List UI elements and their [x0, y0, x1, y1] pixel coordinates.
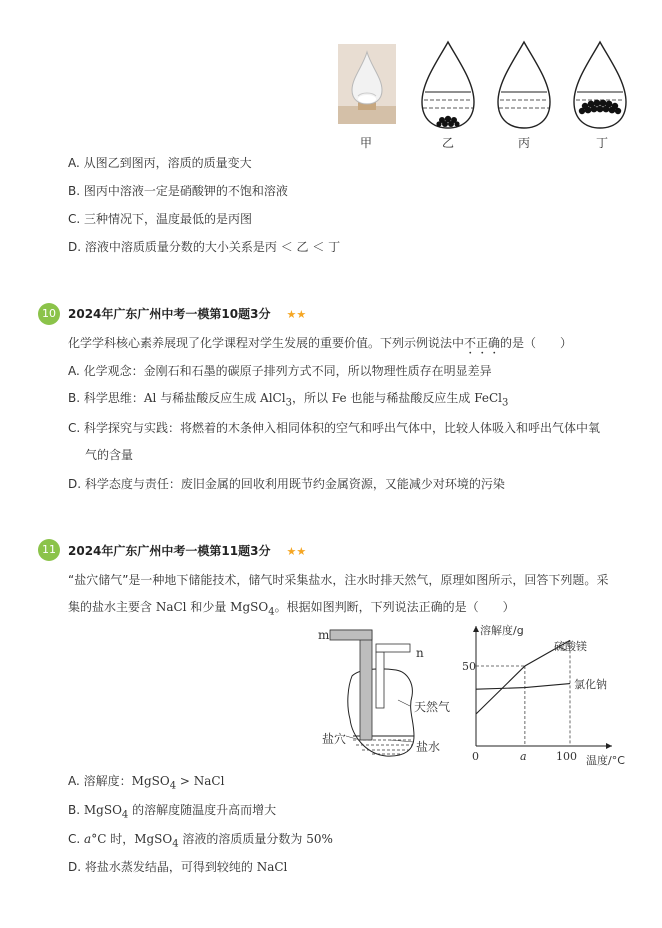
x-tick-0: 0 [472, 750, 479, 763]
question-stem: “盐穴储气”是一种地下储能技术，储气时采集盐水，注水时排天然气，原理如图所示，回答下列题。采 [68, 573, 609, 587]
question-number-badge: 11 [38, 539, 60, 561]
figure-label-ding: 丁 [596, 136, 609, 150]
q9-option-b[interactable]: B. 图丙中溶液一定是硝酸钾的不饱和溶液 [68, 184, 288, 198]
q10-option-c-continued: 气的含量 [85, 448, 134, 462]
question-stem-line2: 集的盐水主要含 NaCl 和少量 MgSO$_4$。根据如图判断，下列说法正确的是（ ） [68, 600, 515, 618]
q11-option-c[interactable]: C. a°C 时，MgSO$_4$ 溶液的溶质质量分数为 50% [68, 832, 333, 850]
x-tick-100: 100 [556, 750, 577, 763]
q10-option-d[interactable]: D. 科学态度与责任：废旧金属的回收利用既节约金属资源，又能减少对环境的污染 [68, 477, 505, 491]
flask-ding [570, 40, 630, 132]
q9-option-d[interactable]: D. 溶液中溶质质量分数的大小关系是丙 ＜ 乙 ＜ 丁 [68, 240, 341, 254]
natural-gas-label: 天然气 [414, 700, 451, 714]
top-figure [330, 38, 640, 150]
figure-label-bing: 丙 [518, 136, 531, 150]
pipe-label-n: n [416, 646, 424, 660]
q11-option-d[interactable]: D. 将盐水蒸发结晶，可得到较纯的 NaCl [68, 860, 288, 874]
question-number-badge: 10 [38, 303, 60, 325]
q11-option-b[interactable]: B. MgSO$_4$ 的溶解度随温度升高而增大 [68, 803, 277, 821]
series-label-nacl: 氯化钠 [574, 678, 607, 691]
question-title: 2024年广东广州中考一模第10题3分 ★★ [68, 307, 307, 321]
flask-yi [418, 40, 478, 132]
solubility-chart [462, 618, 642, 770]
q11-option-a[interactable]: A. 溶解度：MgSO$_4$ > NaCl [68, 774, 225, 792]
storm-glass-photo [338, 44, 396, 124]
chart-svg [462, 618, 642, 770]
q10-option-b[interactable]: B. 科学思维：Al 与稀盐酸反应生成 AlCl$_3$，所以 Fe 也能与稀盐酸反应生成 FeCl$_3$ [68, 391, 509, 409]
question-title: 2024年广东广州中考一模第11题3分 ★★ [68, 544, 307, 558]
figure-label-yi: 乙 [442, 136, 455, 150]
salt-cave-label: 盐穴 [322, 732, 347, 746]
x-axis-label: 温度/°C [586, 754, 625, 767]
q10-option-c[interactable]: C. 科学探究与实践：将燃着的木条伸入相同体积的空气和呼出气体中，比较人体吸入和呼出气体中氧 [68, 421, 601, 435]
figure-label-jia: 甲 [360, 136, 373, 150]
salt-cave-diagram [310, 624, 460, 764]
flask-bing [494, 40, 554, 132]
emphasis-text: 不正确 [464, 336, 501, 350]
y-axis-arrow [473, 626, 479, 632]
difficulty-stars: ★★ [286, 545, 307, 558]
x-axis-arrow [606, 743, 612, 749]
y-tick-50: 50 [462, 660, 476, 673]
question-stem: 化学学科核心素养展现了化学课程对学生发展的重要价值。下列示例说法中不正确的是（ ） [68, 336, 573, 350]
brine-label: 盐水 [416, 740, 441, 754]
pipe-label-m: m [318, 628, 330, 642]
q10-option-a[interactable]: A. 化学观念：金刚石和石墨的碳原子排列方式不同，所以物理性质存在明显差异 [68, 364, 492, 378]
difficulty-stars: ★★ [286, 308, 307, 321]
q9-option-a[interactable]: A. 从图乙到图丙，溶质的质量变大 [68, 156, 252, 170]
q9-option-c[interactable]: C. 三种情况下，温度最低的是丙图 [68, 212, 253, 226]
x-tick-a: a [520, 750, 527, 763]
y-axis-label: 溶解度/g [480, 624, 524, 637]
series-line-nacl [476, 684, 570, 690]
series-label-mgso4: 硫酸镁 [554, 640, 587, 653]
